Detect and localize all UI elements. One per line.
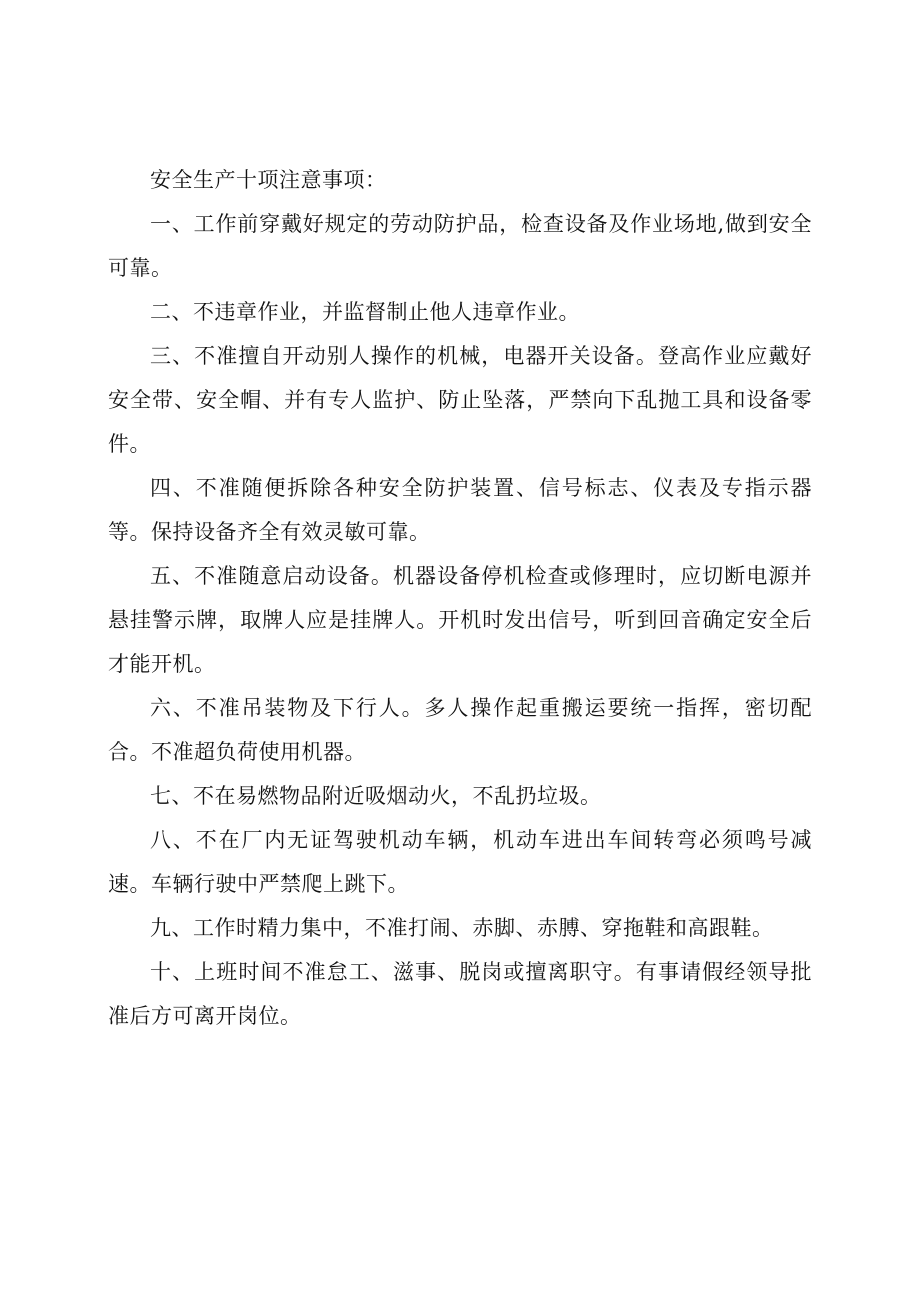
rule-item-10: 十、上班时间不准怠工、滋事、脱岗或擅离职守。有事请假经领导批准后方可离开岗位。: [108, 960, 812, 1028]
rule-item-8: 八、不在厂内无证驾驶机动车辆，机动车进出车间转弯必须鸣号减速。车辆行驶中严禁爬上跳下。: [108, 828, 812, 896]
rule-item-7: 七、不在易燃物品附近吸烟动火，不乱扔垃圾。: [150, 784, 602, 808]
rule-item-4: 四、不准随便拆除各种安全防护装置、信号标志、仪表及专指示器等。保持设备齐全有效灵敏可靠。: [108, 476, 812, 544]
rule-item-2: 二、不违章作业，并监督制止他人违章作业。: [150, 300, 580, 324]
rule-item-1: 一、工作前穿戴好规定的劳动防护品，检查设备及作业场地,做到安全可靠。: [108, 212, 812, 280]
document-body: [108, 158, 812, 1038]
rule-item-5: 五、不准随意启动设备。机器设备停机检查或修理时，应切断电源并悬挂警示牌，取牌人应是挂牌人。开机时发出信号，听到回音确定安全后才能开机。: [108, 564, 812, 676]
rule-item-9: 九、工作时精力集中，不准打闹、赤脚、赤膊、穿拖鞋和高跟鞋。: [150, 916, 774, 940]
rule-item-3: 三、不准擅自开动别人操作的机械，电器开关设备。登高作业应戴好安全带、安全帽、并有专人监护、防止坠落，严禁向下乱抛工具和设备零件。: [108, 344, 812, 456]
rule-item-6: 六、不准吊装物及下行人。多人操作起重搬运要统一指挥，密切配合。不准超负荷使用机器。: [108, 696, 812, 764]
document-heading: 安全生产十项注意事项：: [150, 168, 387, 192]
